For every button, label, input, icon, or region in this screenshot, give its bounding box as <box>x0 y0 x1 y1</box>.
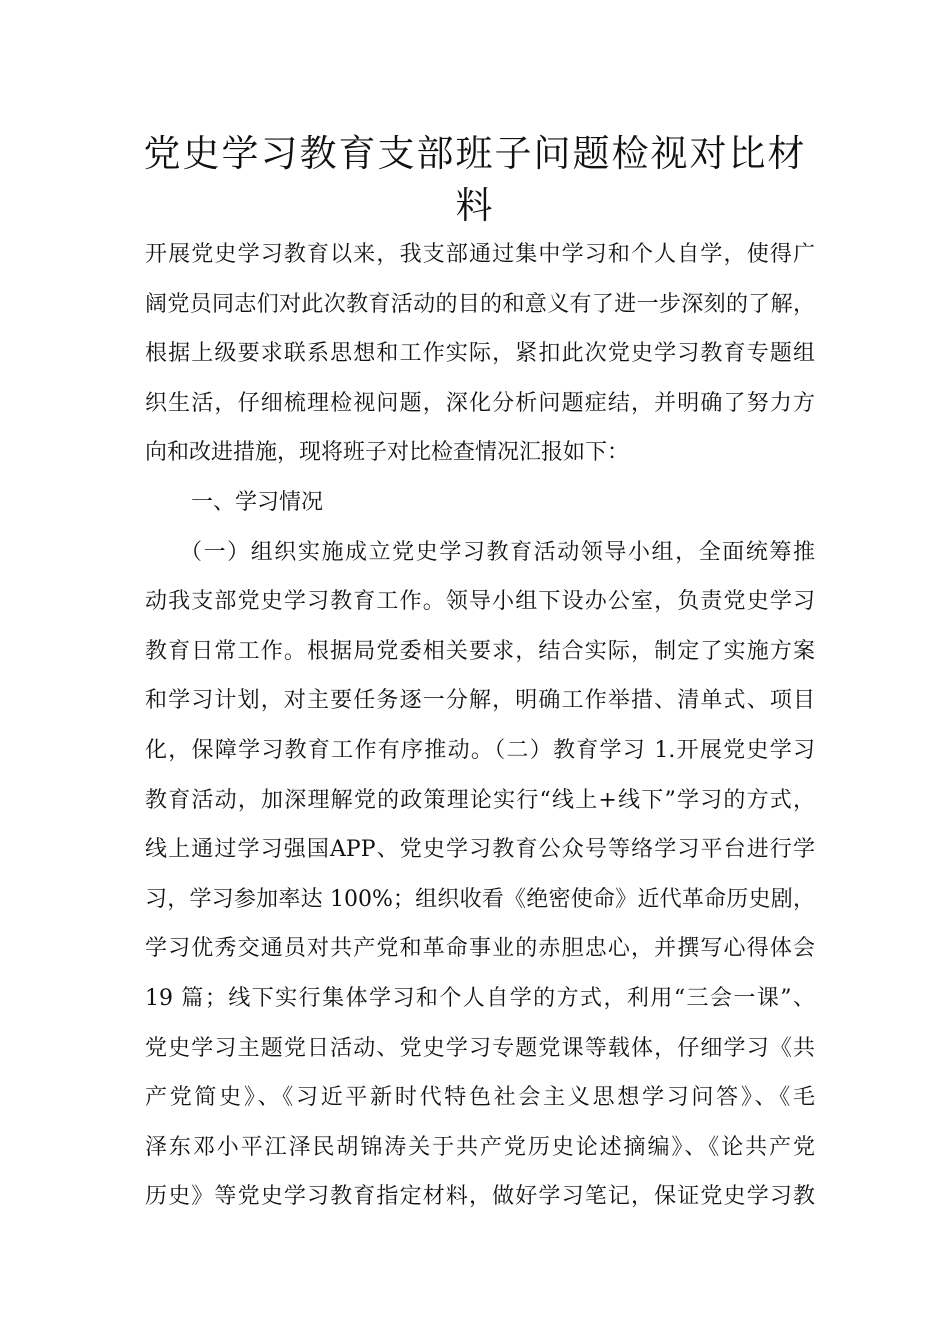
body-line: 开展党史学习教育以来，我支部通过集中学习和个人自学，使得广 <box>145 242 815 267</box>
document-body <box>145 230 815 1222</box>
body-line: （一）组织实施成立党史学习教育活动领导小组，全面统筹推 <box>180 539 815 565</box>
title-line-1: 党史学习教育支部班子问题检视对比材 <box>143 132 807 175</box>
body-line: 产党简史》、《习近平新时代特色社会主义思想学习问答》、《毛 <box>145 1085 815 1111</box>
body-line: 党史学习主题党日活动、党史学习专题党课等载体，仔细学习《共 <box>145 1035 815 1061</box>
body-line: 织生活，仔细梳理检视问题，深化分析问题症结，并明确了努力方 <box>145 390 815 416</box>
title-line-2: 料 <box>455 184 495 227</box>
body-line: 化，保障学习教育工作有序推动。（二）教育学习 1.开展党史学习 <box>145 737 815 763</box>
body-line: 阔党员同志们对此次教育活动的目的和意义有了进一步深刻的了解， <box>145 291 815 317</box>
document-title <box>100 128 850 232</box>
body-line: 19 篇；线下实行集体学习和个人自学的方式，利用“三会一课”、 <box>145 985 815 1011</box>
body-line: 和学习计划，对主要任务逐一分解，明确工作举措、清单式、项目 <box>145 688 815 714</box>
body-line: 教育活动，加深理解党的政策理论实行“线上+线下”学习的方式， <box>145 787 815 813</box>
body-line: 根据上级要求联系思想和工作实际，紧扣此次党史学习教育专题组 <box>145 341 815 367</box>
body-line: 教育日常工作。根据局党委相关要求，结合实际，制定了实施方案 <box>145 638 815 664</box>
body-line: 习，学习参加率达 100%；组织收看《绝密使命》近代革命历史剧， <box>145 886 815 912</box>
body-line: 学习优秀交通员对共产党和革命事业的赤胆忠心，并撰写心得体会 <box>145 936 815 962</box>
body-line: 历史》等党史学习教育指定材料，做好学习笔记，保证党史学习教 <box>145 1184 815 1210</box>
section-heading: 一、学习情况 <box>191 489 324 515</box>
body-line: 线上通过学习强国APP、党史学习教育公众号等络学习平台进行学 <box>145 837 815 863</box>
body-line: 泽东邓小平江泽民胡锦涛关于共产党历史论述摘编》、《论共产党 <box>145 1134 815 1160</box>
body-line: 动我支部党史学习教育工作。领导小组下设办公室，负责党史学习 <box>145 589 815 615</box>
body-line: 向和改进措施，现将班子对比检查情况汇报如下： <box>145 440 630 466</box>
